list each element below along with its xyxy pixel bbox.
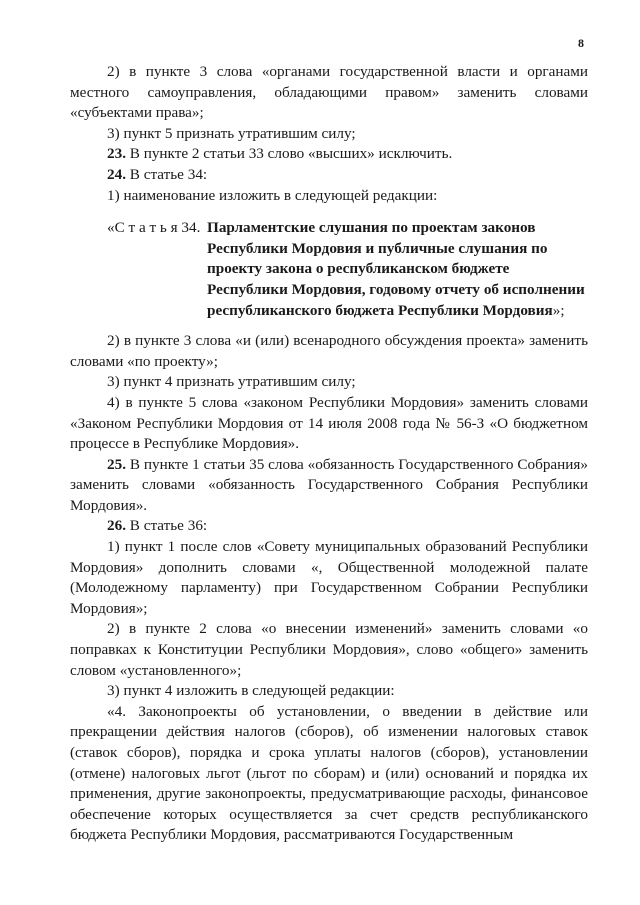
page-number: 8: [578, 36, 584, 50]
paragraph: 26. В статье 36:: [107, 517, 208, 535]
paragraph: 2) в пункте 3 слова «органами государственной власти и органами местного самоуправления, обладающими правом» заменить словами «субъектами права»;: [70, 63, 588, 122]
paragraphs-after-article: [70, 331, 588, 846]
article-label: «С т а т ь я 34.: [107, 219, 201, 237]
paragraph: 1) наименование изложить в следующей редакции:: [107, 186, 438, 204]
item-number: 26.: [107, 517, 126, 535]
paragraph: 23. В пункте 2 статьи 33 слово «высших» исключить.: [107, 145, 453, 163]
item-number: 23.: [107, 145, 126, 163]
paragraphs-before-article: [70, 62, 588, 206]
paragraph: 2) в пункте 2 слова «о внесении изменений» заменить словами «о поправках к Конституции Республики Мордовия», слово «общего» заменить словом «установленного»;: [70, 620, 588, 679]
paragraph: 24. В статье 34:: [107, 165, 208, 183]
article-title: Парламентские слушания по проектам законов Республики Мордовия и публичные слушания по проекту закона о республиканском бюджете Республики Мордовия, годовому отчету об исполнении республиканского бюджета Республики Мордовия»;: [207, 219, 585, 319]
paragraph: 2) в пункте 3 слова «и (или) всенародного обсуждения проекта» заменить словами «по проекту»;: [70, 332, 588, 370]
item-number: 25.: [107, 455, 126, 473]
paragraph: 3) пункт 4 признать утратившим силу;: [107, 373, 356, 391]
paragraph: 4) в пункте 5 слова «законом Республики Мордовия» заменить словами «Законом Республики Мордовия от 14 июля 2008 года № 56-З «О бюджетном процессе в Республике Мордовия».: [70, 393, 588, 453]
paragraph: 3) пункт 4 изложить в следующей редакции:: [107, 682, 395, 700]
paragraph: 3) пункт 5 признать утратившим силу;: [107, 124, 356, 142]
paragraph: «4. Законопроекты об установлении, о введении в действие или прекращении действия налогов (сборов), об изменении налоговых ставок (ставок сборов), порядка и срока уплаты налогов (сборов), установлении (отмене) налоговых льгот (льгот по сборам) и (или) оснований и порядка их применения, другие законопроекты, предусматривающие расходы, финансовое обеспечение которых осуществляется за счет средств республиканского бюджета Республики Мордовия, рассматриваются Государственным: [70, 702, 588, 844]
document-body: [70, 62, 588, 846]
paragraph: 1) пункт 1 после слов «Совету муниципальных образований Республики Мордовия» дополнить словами «, Общественной молодежной палате (Молодежному парламенту) при Государственном Собрании Республики Мордовия»;: [70, 538, 588, 617]
paragraph: 25. В пункте 1 статьи 35 слова «обязанность Государственного Собрания» заменить словами «обязанность Государственного Собрания Республики Мордовия».: [70, 455, 588, 514]
article-heading: [70, 218, 588, 321]
item-number: 24.: [107, 165, 126, 183]
